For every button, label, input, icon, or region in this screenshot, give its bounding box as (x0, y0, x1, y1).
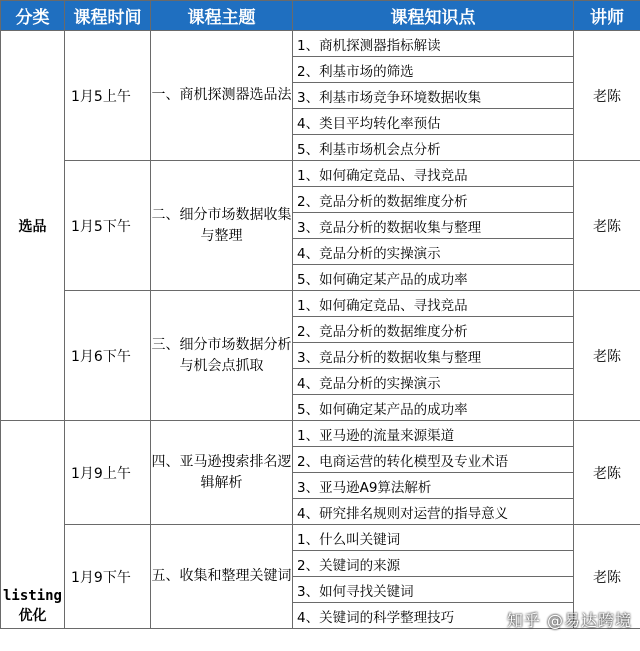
teacher-name: 老陈 (574, 31, 640, 161)
session-time: 1月5下午 (65, 161, 151, 291)
header-category: 分类 (1, 1, 65, 31)
knowledge-point: 3、竞品分析的数据收集与整理 (293, 213, 574, 239)
teacher-name: 老陈 (574, 525, 640, 629)
knowledge-point: 4、竞品分析的实操演示 (293, 239, 574, 265)
knowledge-point: 5、利基市场机会点分析 (293, 135, 574, 161)
table-row (1, 525, 640, 551)
header-row (1, 1, 640, 31)
knowledge-point: 1、亚马逊的流量来源渠道 (293, 421, 574, 447)
session-topic: 二、细分市场数据收集与整理 (151, 161, 293, 291)
knowledge-point: 2、电商运营的转化模型及专业术语 (293, 447, 574, 473)
knowledge-point: 2、利基市场的筛选 (293, 57, 574, 83)
knowledge-point: 5、如何确定某产品的成功率 (293, 265, 574, 291)
knowledge-point: 1、商机探测器指标解读 (293, 31, 574, 57)
session-time: 1月5上午 (65, 31, 151, 161)
category-listing-optimization (1, 421, 65, 629)
watermark: 知乎 @易达跨境 (506, 611, 632, 630)
session-topic: 三、细分市场数据分析与机会点抓取 (151, 291, 293, 421)
knowledge-point: 1、如何确定竞品、寻找竞品 (293, 291, 574, 317)
knowledge-point: 4、研究排名规则对运营的指导意义 (293, 499, 574, 525)
category-label-line2: 优化 (18, 608, 47, 624)
session-topic: 四、亚马逊搜索排名逻辑解析 (151, 421, 293, 525)
knowledge-point: 1、什么叫关键词 (293, 525, 574, 551)
header-teacher: 讲师 (574, 1, 640, 31)
teacher-name: 老陈 (574, 421, 640, 525)
table-row (1, 31, 640, 57)
header-knowledge-points: 课程知识点 (293, 1, 574, 31)
header-topic: 课程主题 (151, 1, 293, 31)
table-row (1, 421, 640, 447)
knowledge-point: 2、关键词的来源 (293, 551, 574, 577)
session-topic: 一、商机探测器选品法 (151, 31, 293, 161)
table-row (1, 291, 640, 317)
table-row (1, 161, 640, 187)
knowledge-point: 3、亚马逊A9算法解析 (293, 473, 574, 499)
knowledge-point: 2、竞品分析的数据维度分析 (293, 317, 574, 343)
session-time: 1月9下午 (65, 525, 151, 629)
category-selection: 选品 (1, 31, 65, 421)
teacher-name: 老陈 (574, 291, 640, 421)
knowledge-point: 4、竞品分析的实操演示 (293, 369, 574, 395)
session-time: 1月6下午 (65, 291, 151, 421)
knowledge-point: 3、利基市场竞争环境数据收集 (293, 83, 574, 109)
knowledge-point: 4、关键词的科学整理技巧 (293, 603, 574, 629)
knowledge-point: 2、竞品分析的数据维度分析 (293, 187, 574, 213)
knowledge-point: 5、如何确定某产品的成功率 (293, 395, 574, 421)
knowledge-point: 4、类目平均转化率预估 (293, 109, 574, 135)
category-label-line1: listing (2, 588, 62, 604)
session-time: 1月9上午 (65, 421, 151, 525)
knowledge-point: 3、如何寻找关键词 (293, 577, 574, 603)
knowledge-point: 3、竞品分析的数据收集与整理 (293, 343, 574, 369)
teacher-name: 老陈 (574, 161, 640, 291)
knowledge-point: 1、如何确定竞品、寻找竞品 (293, 161, 574, 187)
session-topic: 五、收集和整理关键词 (151, 525, 293, 629)
header-time: 课程时间 (65, 1, 151, 31)
